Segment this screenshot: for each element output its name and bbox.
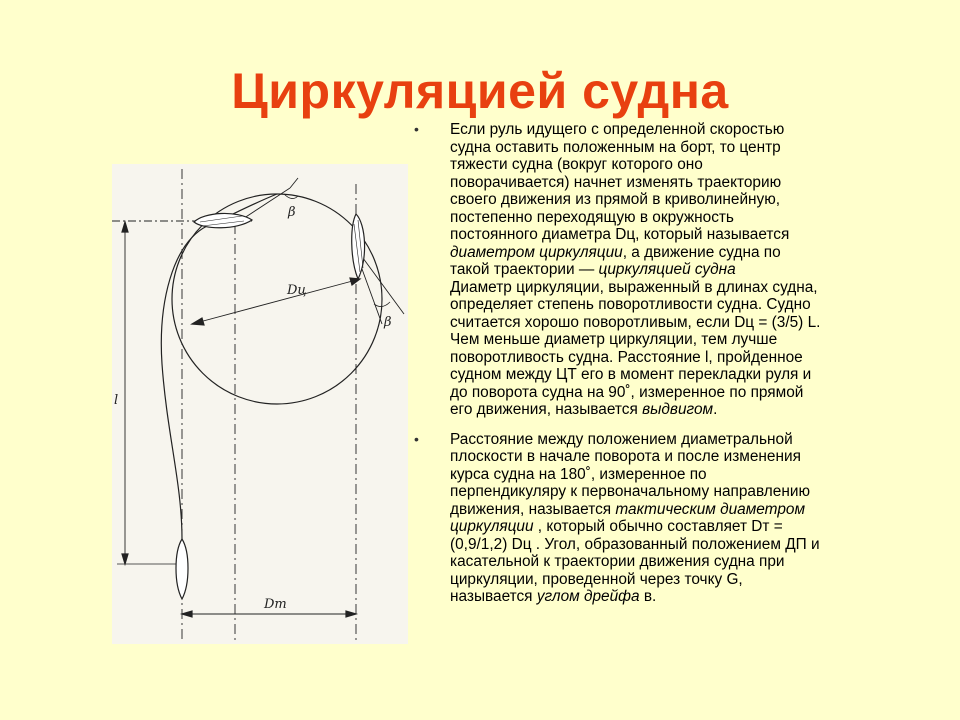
text-run: перпендикуляру к первоначальному направлению — [450, 483, 810, 500]
beta-top-label: β — [288, 205, 296, 220]
bullet-line — [450, 553, 912, 571]
circulation-diagram — [112, 164, 408, 644]
bullet-line — [450, 174, 912, 192]
bullet-line — [450, 483, 912, 501]
bullet-line — [450, 226, 912, 244]
text-run: (0,9/1,2) Dц . Угол, образованный положением ДП и — [450, 535, 820, 553]
text-run: . — [713, 401, 718, 418]
emphasis-term: выдвигом — [642, 401, 714, 418]
text-run: его движения, называется — [450, 401, 643, 418]
bullet-line — [450, 209, 912, 227]
beta-right-label: β — [384, 315, 392, 330]
emphasis-term: тактическим диаметром — [615, 500, 806, 518]
text-run: курса судна на 180˚, измеренное по — [450, 465, 707, 483]
text-run: судна оставить положенным на борт, то центр — [450, 138, 781, 156]
bullet-line — [450, 571, 912, 589]
text-run: в. — [639, 588, 657, 605]
bullet-line — [450, 261, 912, 279]
text-run: своего движения из прямой в криволинейную, — [450, 191, 781, 208]
text-run: движения, называется — [450, 500, 616, 518]
text-run: постоянного диаметра Dц, который называется — [450, 226, 790, 243]
dt-label: Dт — [264, 597, 287, 612]
text-run: тяжести судна (вокруг которого оно — [450, 156, 703, 173]
bullet-line — [450, 244, 912, 262]
l-label: l — [114, 393, 119, 408]
bullet-line — [450, 349, 912, 367]
text-run: Расстояние между положением диаметральной — [450, 430, 793, 448]
dc-label: Dц — [287, 283, 307, 298]
bullet-line — [450, 314, 912, 332]
slide-title: Циркуляцией судна — [231, 63, 729, 119]
text-run: циркуляции, проведенной через точку G, — [450, 570, 743, 588]
text-run: Если руль идущего с определенной скоростью — [450, 121, 785, 138]
text-run: , который обычно составляет Dт = — [533, 518, 783, 535]
ship-trajectory — [161, 194, 277, 539]
text-run: считается хорошо поворотливым, если Dц = (3/5) L. — [450, 313, 821, 331]
diameter-arrow — [192, 279, 360, 324]
bullet-item — [412, 121, 912, 419]
emphasis-term: углом дрейфа — [536, 588, 640, 605]
text-run: поворачивается) начнет изменять траекторию — [450, 173, 782, 191]
text-run: называется — [450, 588, 537, 605]
bullet-item — [412, 431, 912, 606]
ship-bottom — [176, 539, 188, 599]
text-run: касательной к траектории движения судна при — [450, 553, 785, 570]
bullet-line — [450, 588, 912, 606]
bullet-line — [450, 296, 912, 314]
emphasis-term: диаметром циркуляции — [450, 243, 623, 261]
emphasis-term: циркуляцией судна — [598, 261, 736, 278]
text-run: Чем меньше диаметр циркуляции, тем лучше — [450, 331, 778, 348]
bullet-line — [450, 279, 912, 297]
text-run: , а движение судна по — [622, 243, 781, 261]
emphasis-term: циркуляции — [450, 518, 534, 535]
bullet-glyph: • — [414, 430, 419, 447]
bullet-line — [450, 501, 912, 519]
text-run: поворотливость судна. Расстояние l, пройденное — [450, 348, 803, 366]
bullet-line — [450, 139, 912, 157]
text-run: до поворота судна на 90˚, измеренное по прямой — [450, 383, 804, 401]
bullet-line — [450, 156, 912, 174]
bullet-line — [450, 401, 912, 419]
text-run: определяет степень поворотливости судна. Судно — [450, 296, 811, 313]
text-run: судном между ЦТ его в момент перекладки руля и — [450, 366, 812, 383]
bullet-line — [450, 366, 912, 384]
bullet-line — [450, 518, 912, 536]
bullet-line — [450, 191, 912, 209]
bullet-line — [450, 331, 912, 349]
bullet-line — [450, 466, 912, 484]
slide-body — [412, 121, 912, 618]
bullet-line — [450, 384, 912, 402]
bullet-glyph: • — [414, 121, 419, 137]
text-run: плоскости в начале поворота и после изменения — [450, 448, 801, 465]
text-run: постепенно переходящую в окружность — [450, 208, 734, 226]
text-run: такой траектории — — [450, 261, 599, 278]
bullet-line — [450, 121, 912, 139]
bullet-line — [450, 431, 912, 449]
bullet-line — [450, 448, 912, 466]
text-run: Диаметр циркуляции, выраженный в длинах судна, — [450, 278, 818, 296]
bullet-line — [450, 536, 912, 554]
